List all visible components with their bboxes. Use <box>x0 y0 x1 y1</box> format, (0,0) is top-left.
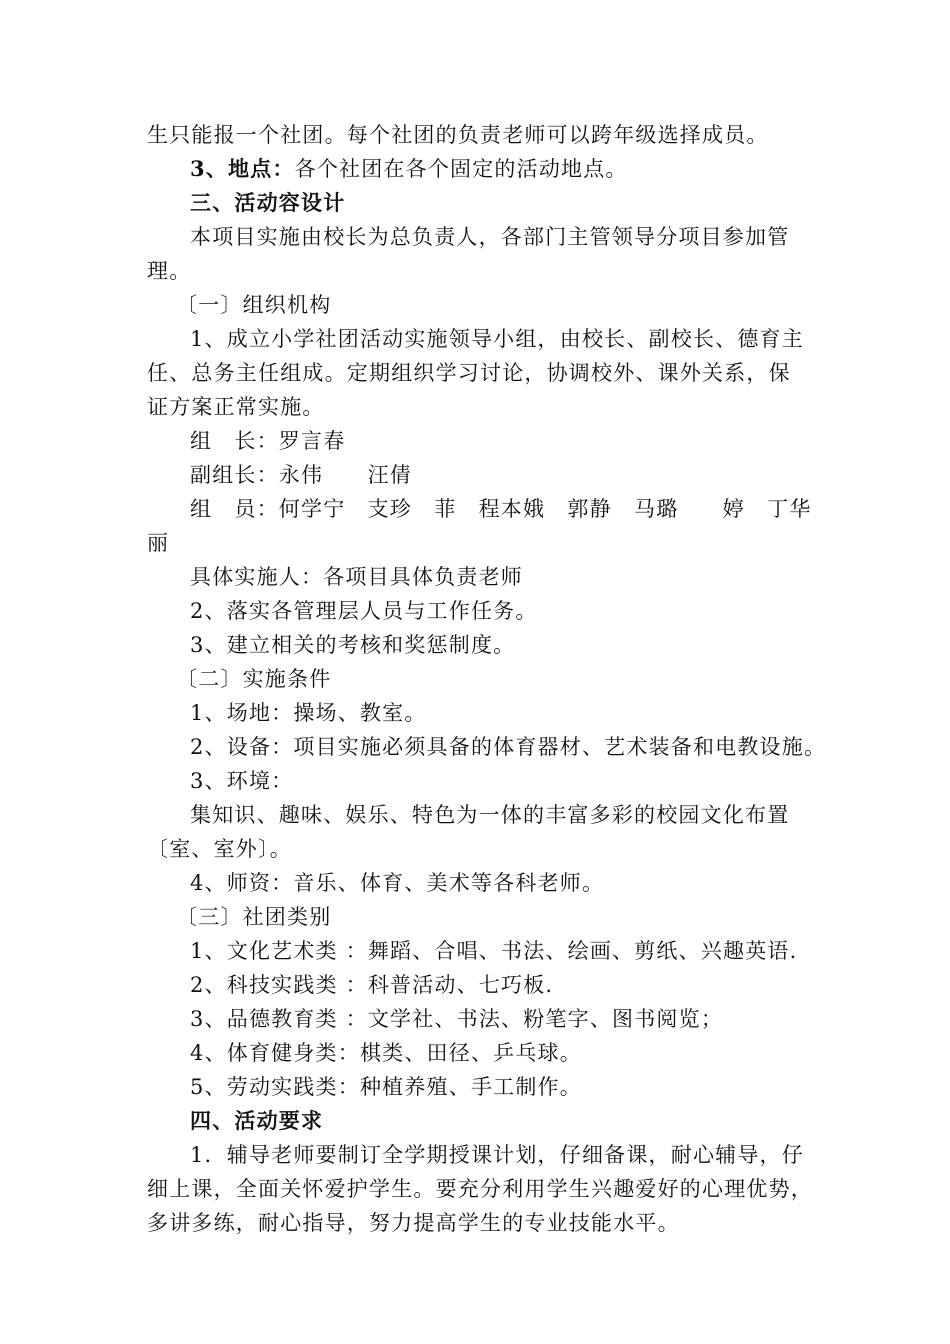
text-line: 1．辅导老师要制订全学期授课计划，仔细备课，耐心辅导，仔 <box>190 1143 804 1167</box>
location-line <box>190 152 628 186</box>
text-line: 2、设备：项目实施必须具备的体育器材、艺术装备和电教设施。 <box>190 735 827 759</box>
text-line: 丽 <box>147 531 170 555</box>
text-line: 证方案正常实施。 <box>147 395 325 419</box>
deputy-leader-line: 副组长：永伟 汪倩 <box>190 463 412 487</box>
text-line: 1、文化艺术类 ：舞蹈、合唱、书法、绘画、剪纸、兴趣英语. <box>190 939 798 963</box>
text-line: 细上课，全面关怀爱护学生。要充分利用学生兴趣爱好的心理优势， <box>147 1177 813 1201</box>
subsection-heading: 〔一〕组织机构 <box>176 293 332 317</box>
text-line: 4、体育健身类：棋类、田径、乒乓球。 <box>190 1041 582 1065</box>
text-line: 1、场地：操场、教室。 <box>190 701 427 725</box>
text-line: 3、环境： <box>190 769 294 793</box>
location-heading: 3、地点： <box>190 156 295 181</box>
text-line: 任、总务主任组成。定期组织学习讨论，协调校外、课外关系，保 <box>147 361 791 385</box>
section-heading: 四、活动要求 <box>190 1108 324 1133</box>
text-line: 多讲多练，耐心指导，努力提高学生的专业技能水平。 <box>147 1211 680 1235</box>
section-heading: 三、活动容设计 <box>190 190 346 215</box>
text-line: 〔室、室外〕。 <box>147 837 292 861</box>
text-line: 1、成立小学社团活动实施领导小组，由校长、副校长、德育主 <box>190 327 804 351</box>
text-line: 2、科技实践类 ：科普活动、七巧板. <box>190 973 554 997</box>
text-line: 4、师资：音乐、体育、美术等各科老师。 <box>190 871 605 895</box>
subsection-heading: 〔二〕实施条件 <box>176 667 332 691</box>
text-line: 2、落实各管理层人员与工作任务。 <box>190 599 538 623</box>
text-line: 3、建立相关的考核和奖惩制度。 <box>190 633 516 657</box>
members-line: 组 员：何学宁 支珍 菲 程本娥 郭静 马璐 婷 丁华 <box>190 497 812 521</box>
text-line: 5、劳动实践类：种植养殖、手工制作。 <box>190 1075 582 1099</box>
text-line: 集知识、趣味、娱乐、特色为一体的丰富多彩的校园文化布置 <box>190 803 790 827</box>
leader-line: 组 长：罗言春 <box>190 429 346 453</box>
text-line: 3、品德教育类 ：文学社、书法、粉笔字、图书阅览； <box>190 1007 724 1031</box>
text-line: 生只能报一个社团。每个社团的负责老师可以跨年级选择成员。 <box>147 123 769 147</box>
subsection-heading: 〔三〕社团类别 <box>176 905 332 929</box>
text-line: 具体实施人：各项目具体负责老师 <box>190 565 523 589</box>
text-line: 本项目实施由校长为总负责人，各部门主管领导分项目参加管 <box>190 225 790 249</box>
text-line: 理。 <box>147 259 192 283</box>
location-text: 各个社团在各个固定的活动地点。 <box>294 157 628 181</box>
